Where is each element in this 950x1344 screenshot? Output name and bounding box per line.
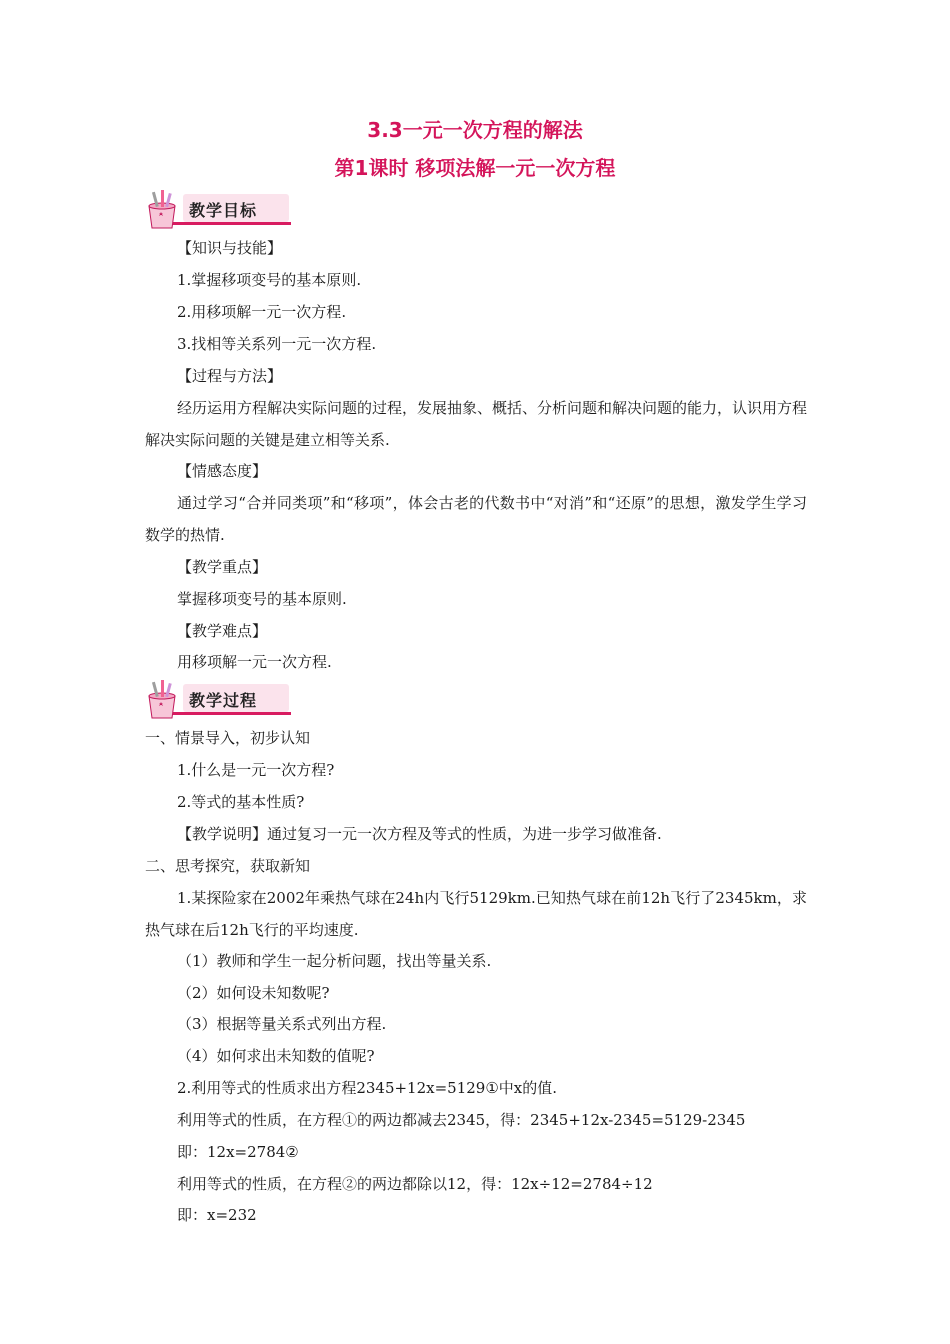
badge-label: 教学目标 bbox=[189, 201, 258, 220]
difficulty-text: 用移项解一元一次方程. bbox=[177, 653, 332, 671]
problem1-step: （3）根据等量关系式列出方程. bbox=[177, 1015, 387, 1033]
difficulty-heading: 【教学难点】 bbox=[177, 622, 268, 640]
process-method-heading: 【过程与方法】 bbox=[177, 367, 283, 385]
document-subtitle: 第1课时 移项法解一元一次方程 bbox=[334, 156, 616, 180]
knowledge-item: 2.用移项解一元一次方程. bbox=[177, 303, 347, 321]
problem1-step: （2）如何设未知数呢? bbox=[177, 984, 330, 1002]
part1-item: 2.等式的基本性质? bbox=[177, 793, 305, 811]
problem1-step: （4）如何求出未知数的值呢? bbox=[177, 1047, 375, 1065]
part1-item: 1.什么是一元一次方程? bbox=[177, 761, 335, 779]
problem1-step: （1）教师和学生一起分析问题，找出等量关系. bbox=[177, 952, 492, 970]
problem2-line: 利用等式的性质，在方程②的两边都除以12，得：12x÷12=2784÷12 bbox=[177, 1175, 653, 1193]
problem1-text: 1.某探险家在2002年乘热气球在24h内飞行5129km.已知热气球在前12h飞行了2345km，求热气球在后12h飞行的平均速度. bbox=[145, 889, 807, 939]
key-point-text: 掌握移项变号的基本原则. bbox=[177, 590, 347, 608]
knowledge-item: 3.找相等关系列一元一次方程. bbox=[177, 335, 377, 353]
knowledge-item: 1.掌握移项变号的基本原则. bbox=[177, 271, 362, 289]
key-point-heading: 【教学重点】 bbox=[177, 558, 268, 576]
document-title: 3.3一元一次方程的解法 bbox=[367, 118, 583, 142]
part1-note: 【教学说明】通过复习一元一次方程及等式的性质，为进一步学习做准备. bbox=[177, 825, 662, 843]
problem2-line: 2.利用等式的性质求出方程2345+12x=5129①中x的值. bbox=[177, 1079, 558, 1097]
emotion-text: 通过学习“合并同类项”和“移项”，体会古老的代数书中“对消”和“还原”的思想，激发学生学习数学的热情. bbox=[145, 494, 807, 544]
part1-heading: 一、情景导入，初步认知 bbox=[145, 729, 311, 747]
knowledge-heading: 【知识与技能】 bbox=[177, 239, 283, 257]
problem2-line: 利用等式的性质，在方程①的两边都减去2345，得：2345+12x-2345=5129-2345 bbox=[177, 1111, 746, 1129]
emotion-heading: 【情感态度】 bbox=[177, 462, 268, 480]
section-badge-goals bbox=[143, 188, 293, 232]
problem2-line: 即：12x=2784② bbox=[177, 1143, 299, 1161]
problem2-line: 即：x=232 bbox=[177, 1206, 257, 1224]
process-method-text: 经历运用方程解决实际问题的过程，发展抽象、概括、分析问题和解决问题的能力，认识用方程解决实际问题的关键是建立相等关系. bbox=[145, 399, 808, 449]
badge-label: 教学过程 bbox=[189, 691, 258, 710]
part2-heading: 二、思考探究，获取新知 bbox=[145, 857, 311, 875]
section-badge-process bbox=[143, 678, 293, 722]
